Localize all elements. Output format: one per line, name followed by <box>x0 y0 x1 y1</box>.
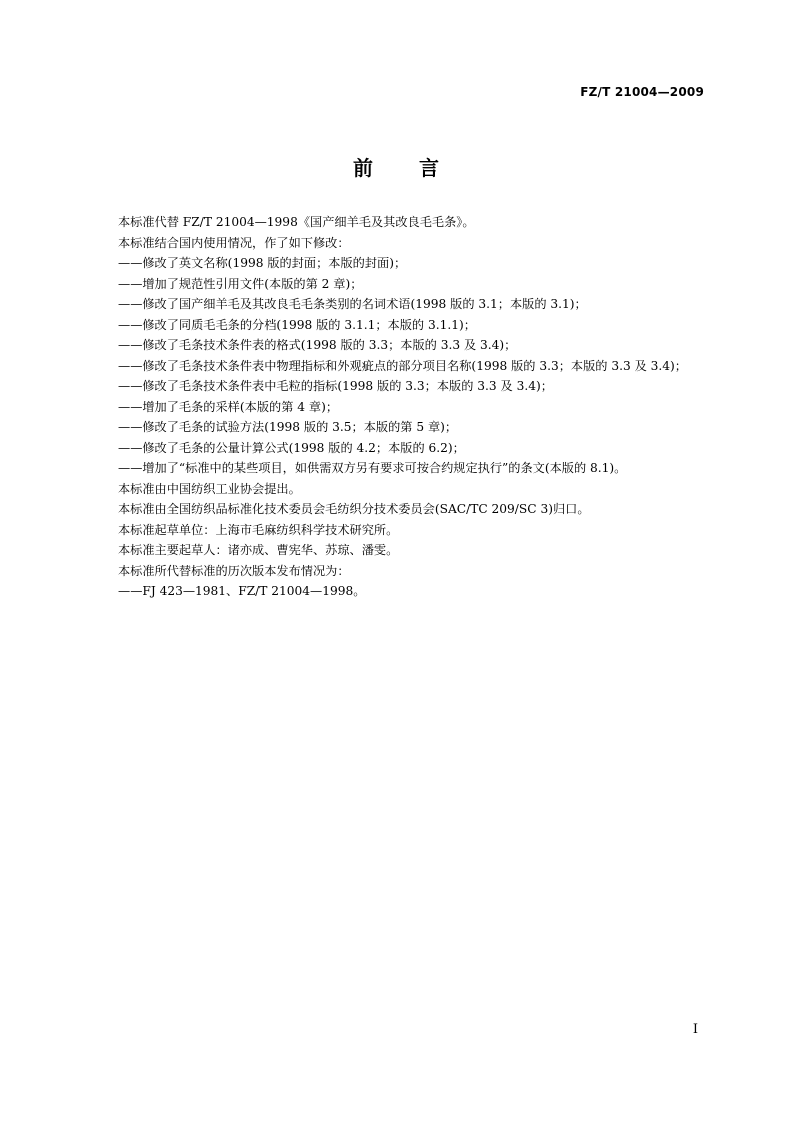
list-item: ——增加了毛条的采样(本版的第 4 章)； <box>118 399 339 414</box>
list-item: ——修改了毛条技术条件表的格式(1998 版的 3.3；本版的 3.3 及 3.4)； <box>118 338 517 352</box>
list-item: ——修改了同质毛毛条的分档(1998 版的 3.1.1；本版的 3.1.1)； <box>118 317 476 332</box>
history-list: ——FJ 423—1981、FZ/T 21004—1998。 <box>118 584 366 598</box>
page-title: 前 言 <box>353 156 441 180</box>
changes-list <box>118 253 708 479</box>
standard-number: FZ/T 21004—2009 <box>580 85 704 99</box>
list-item: ——修改了毛条技术条件表中毛粒的指标(1998 版的 3.3；本版的 3.3 及 3.4)； <box>118 379 553 393</box>
list-item: ——增加了“标准中的某些项目，如供需双方另有要求可按合约规定执行”的条文(本版的 8.1)。 <box>118 461 627 475</box>
drafting-unit: 本标准起草单位：上海市毛麻纺织科学技术研究所。 <box>118 522 399 537</box>
history-intro: 本标准所代替标准的历次版本发布情况为： <box>118 563 350 578</box>
changes-intro: 本标准结合国内使用情况，作了如下修改： <box>118 235 350 250</box>
foreword-body <box>118 212 708 602</box>
page-number: I <box>692 1022 698 1037</box>
list-item: ——增加了规范性引用文件(本版的第 2 章)； <box>118 276 363 291</box>
list-item: ——修改了英文名称(1998 版的封面；本版的封面)； <box>118 256 407 270</box>
list-item: ——修改了毛条的试验方法(1998 版的 3.5；本版的第 5 章)； <box>118 420 458 434</box>
proposed-by: 本标准由中国纺织工业协会提出。 <box>118 481 301 496</box>
list-item: ——修改了毛条的公量计算公式(1998 版的 4.2；本版的 6.2)； <box>118 440 465 455</box>
drafters: 本标准主要起草人：诸亦成、曹宪华、苏琼、潘雯。 <box>118 543 399 557</box>
managed-by: 本标准由全国纺织品标准化技术委员会毛纺织分技术委员会(SAC/TC 209/SC 3)归口。 <box>118 502 590 516</box>
list-item: ——修改了国产细羊毛及其改良毛毛条类别的名词术语(1998 版的 3.1；本版的 3.1)； <box>118 297 587 311</box>
list-item: ——修改了毛条技术条件表中物理指标和外观疵点的部分项目名称(1998 版的 3.3；本版的 3.3 及 3.4)； <box>118 358 687 373</box>
replaces-statement: 本标准代替 FZ/T 21004—1998《国产细羊毛及其改良毛毛条》。 <box>118 215 475 229</box>
